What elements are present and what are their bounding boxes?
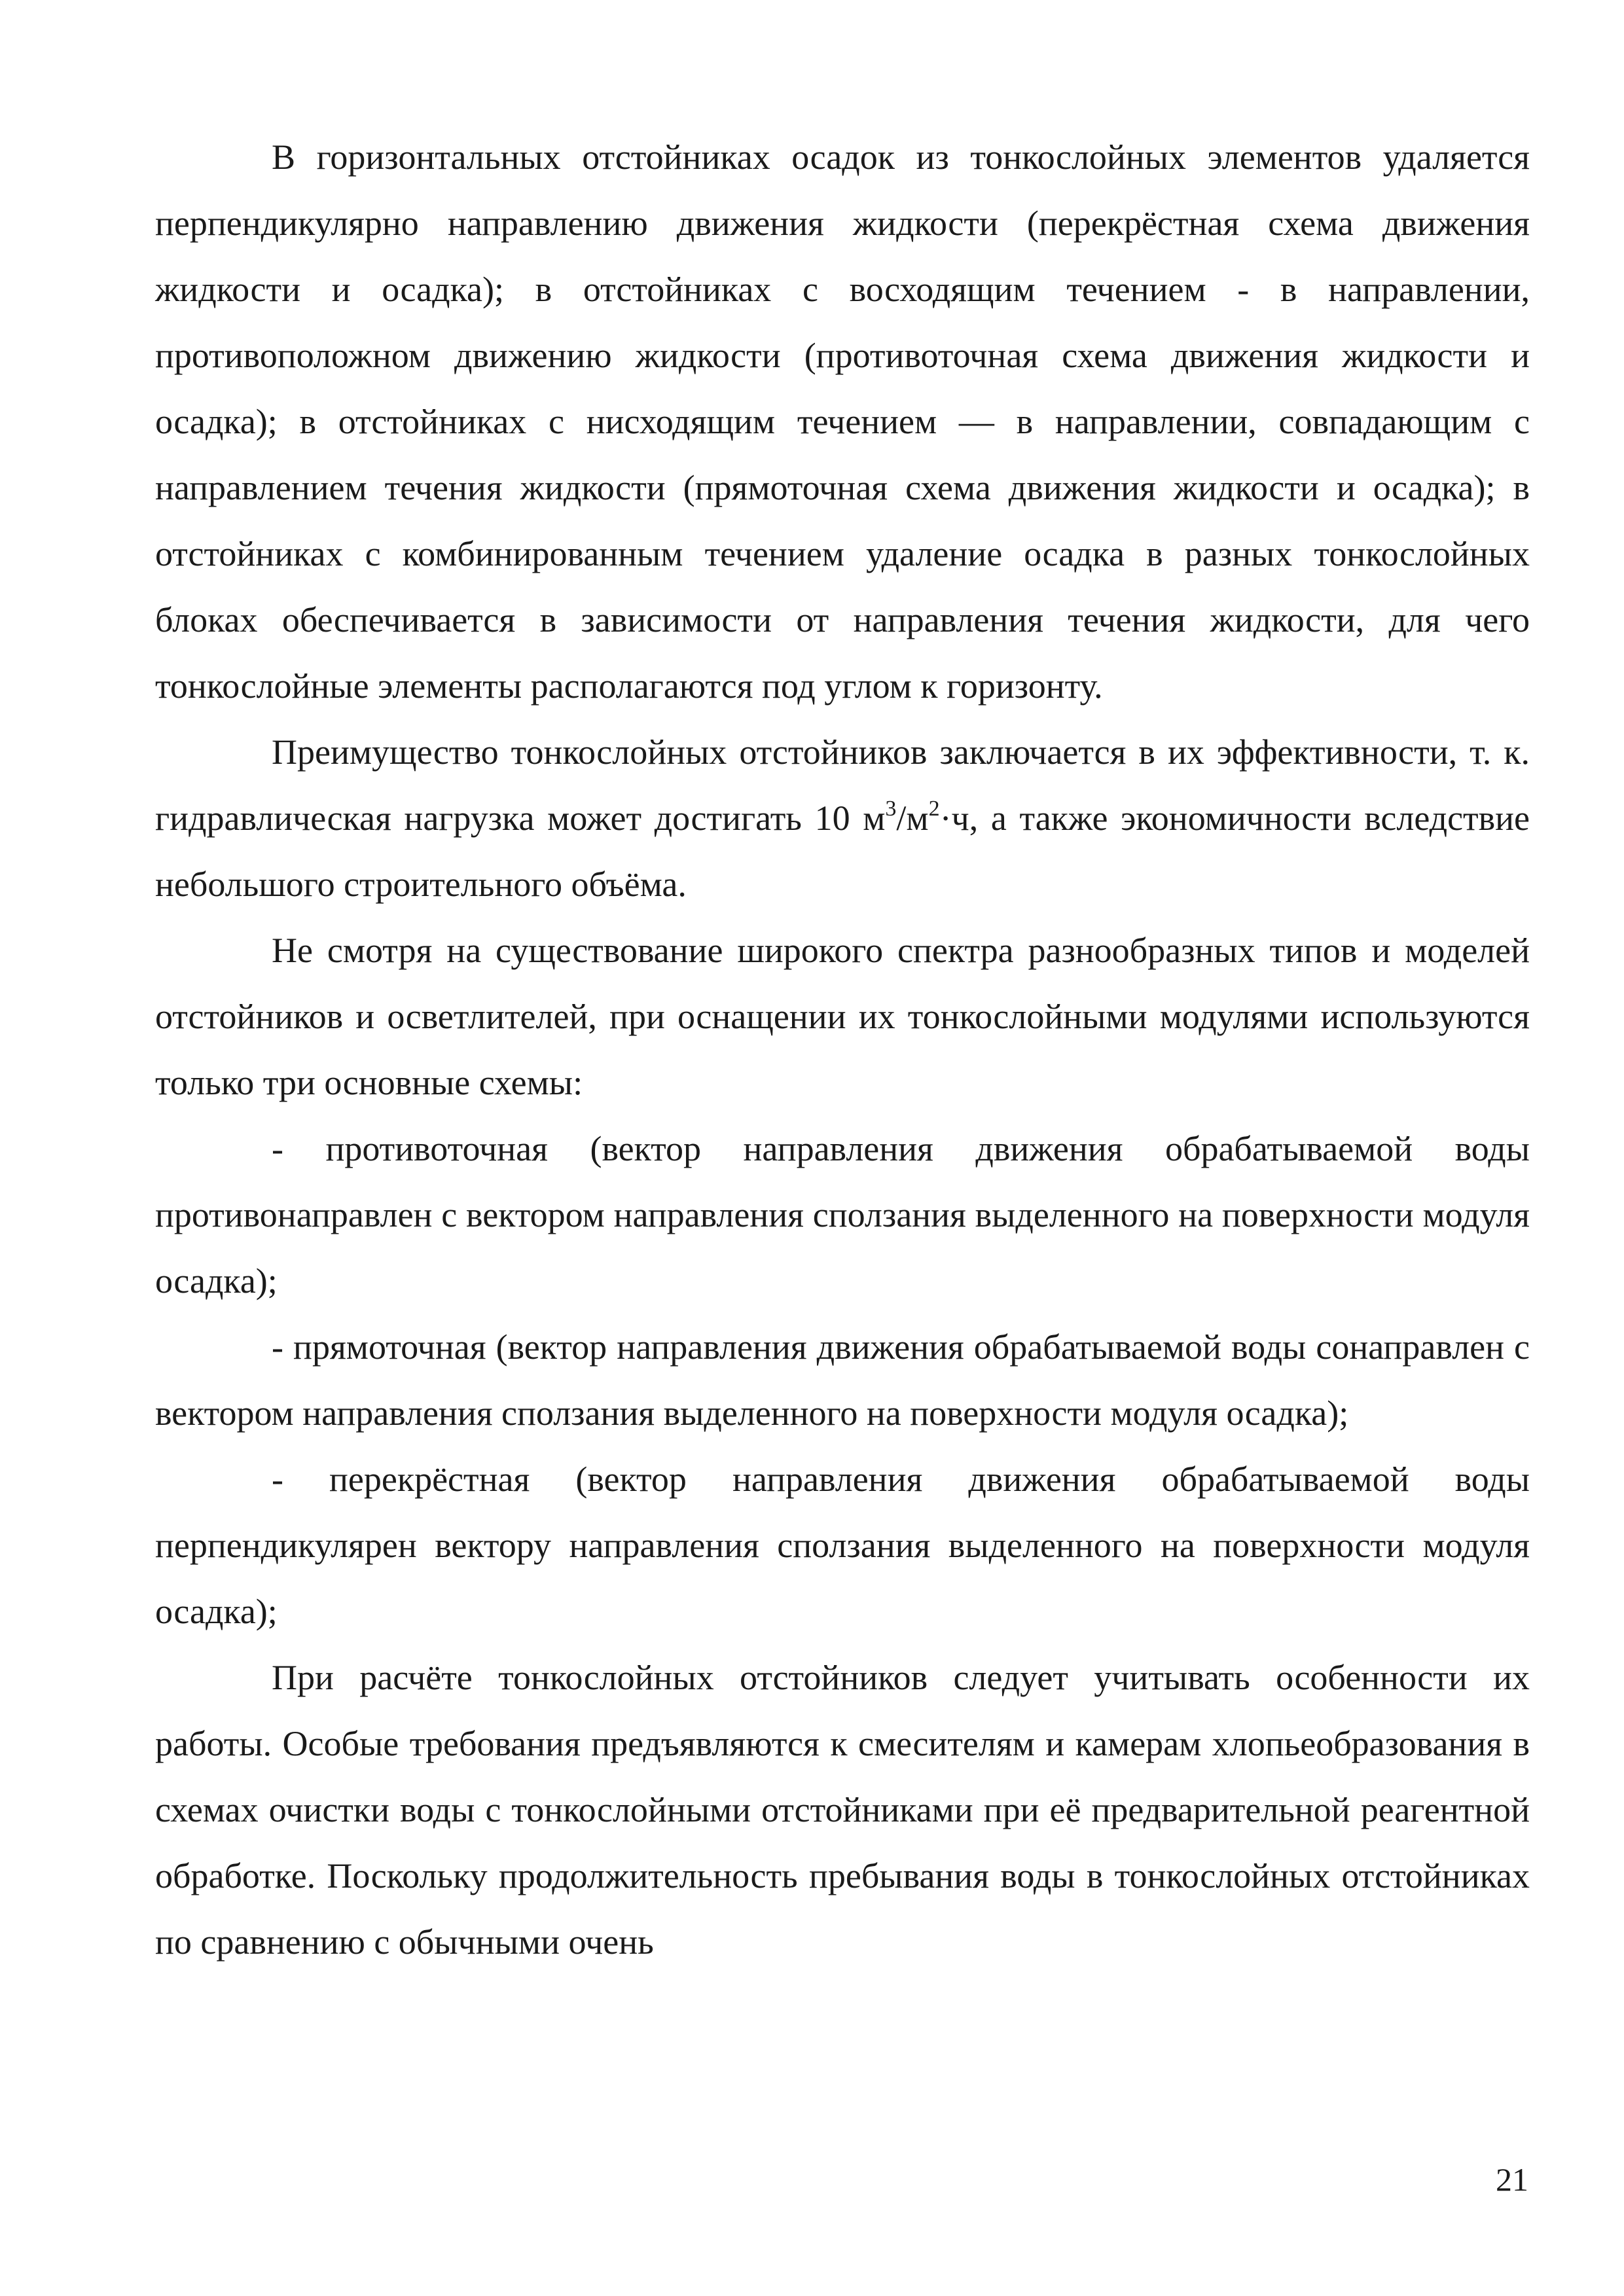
list-item-cocurrent: - прямоточная (вектор направления движения обрабатываемой воды сонаправлен с вектором направления сползания выделенного на поверхности модуля осадка); xyxy=(155,1327,1530,1433)
paragraph-settler-flow-schemes: В горизонтальных отстойниках осадок из тонкослойных элементов удаляется перпендикулярно направлению движения жидкости (перекрёстная схема движения жидкости и осадка); в отстойниках с восходящим течением - в направлении, противоположном движению жидкости (противоточная схема движения жидкости и осадка); в отстойниках с нисходящим течением — в направлении, совпадающим с направлением течения жидкости (прямоточная схема движения жидкости и осадка); в отстойниках с комбинированным течением удаление осадка в разных тонкослойных блоках обеспечивается в зависимости от направления течения жидкости, для чего тонкослойные элементы располагаются под углом к горизонту. xyxy=(155,137,1530,706)
list-item-countercurrent: - противоточная (вектор направления движения обрабатываемой воды противонаправлен с вектором направления сползания выделенного на поверхности модуля осадка); xyxy=(155,1129,1530,1300)
paragraph-calculation: При расчёте тонкослойных отстойников следует учитывать особенности их работы. Особые требования предъявляются к смесителям и камерам хлопьеобразования в схемах очистки воды с тонкослойными отстойниками при её предварительной реагентной обработке. Поскольку продолжительность пребывания воды в тонкослойных отстойниках по сравнению с обычными очень xyxy=(155,1658,1530,1962)
paragraph-three-schemes: Не смотря на существование широкого спектра разнообразных типов и моделей отстойников и осветлителей, при оснащении их тонкослойными модулями используются только три основные схемы: xyxy=(155,931,1530,1102)
superscript-square: 2 xyxy=(928,797,940,821)
paragraph-advantages-text-mid: /м xyxy=(896,798,929,838)
list-item-crossflow: - перекрёстная (вектор направления движения обрабатываемой воды перпендикулярен вектору направления сползания выделенного на поверхности модуля осадка); xyxy=(155,1460,1530,1631)
paragraph-advantages-text-before: Преимущество тонкослойных отстойников заключается в их эффективности, т. к. гидравлическая нагрузка может достигать 10 м xyxy=(155,732,1530,838)
page-number: 21 xyxy=(1496,2161,1528,2198)
paragraph-advantages xyxy=(155,719,1530,918)
document-body xyxy=(155,124,1530,1975)
paragraph-advantages-text-after: ·ч, а также экономичности вследствие небольшого строительного объёма. xyxy=(155,798,1530,904)
superscript-cubic: 3 xyxy=(885,797,897,821)
